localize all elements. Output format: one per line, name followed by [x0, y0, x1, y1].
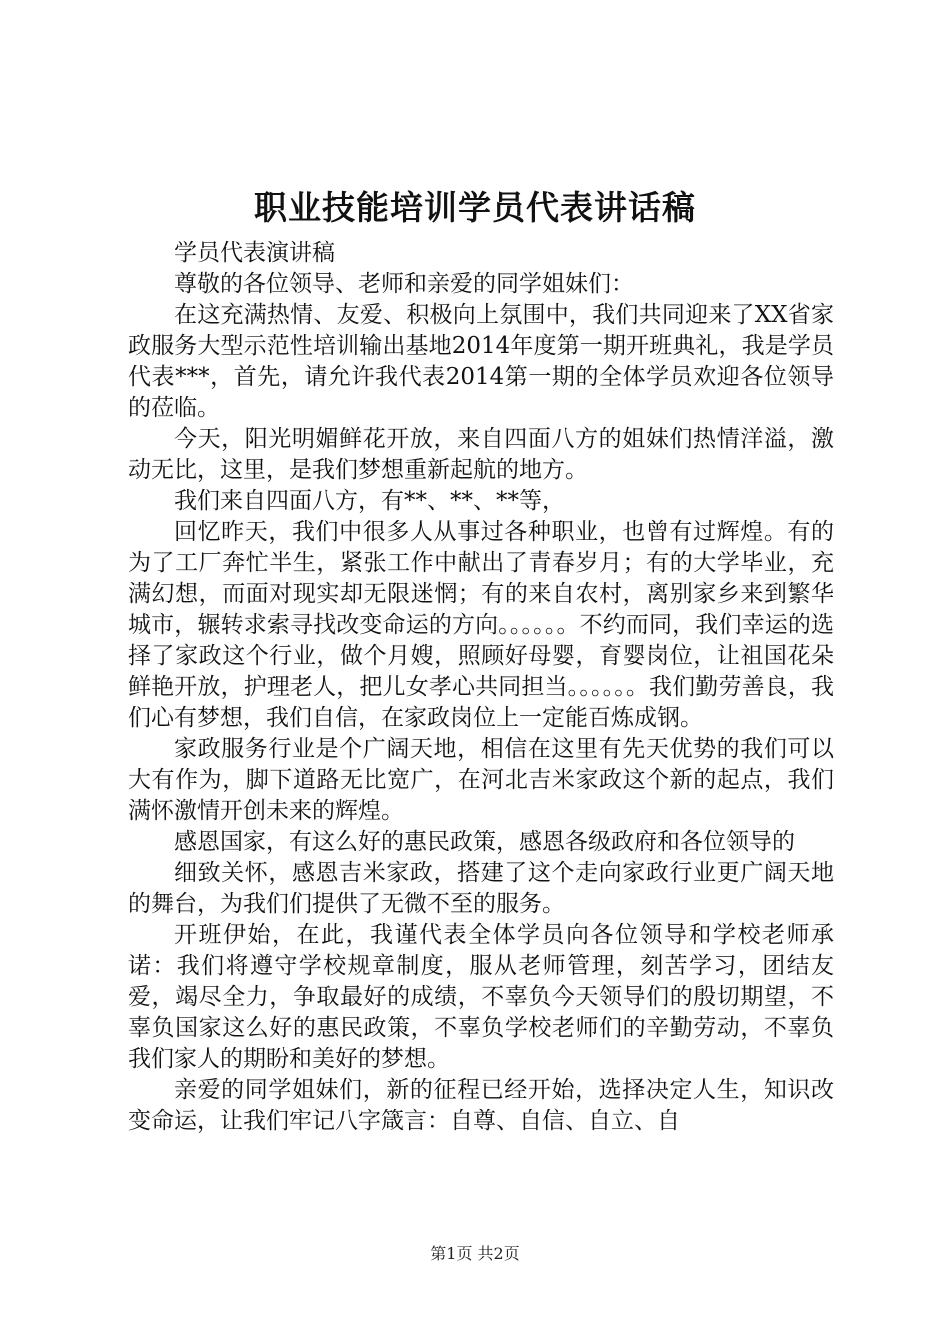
paragraph-opening: 在这充满热情、友爱、积极向上氛围中，我们共同迎来了XX省家政服务大型示范性培训输出基地2014年度第一期开班典礼，我是学员代表***，首先，请允许我代表2014第一期的全体学员欢迎各位领导的莅临。	[128, 302, 834, 421]
paragraph-today: 今天，阳光明媚鲜花开放，来自四面八方的姐妹们热情洋溢，激动无比，这里，是我们梦想重新起航的地方。	[128, 426, 834, 483]
paragraph-care: 细致关怀，感恩吉米家政，搭建了这个走向家政行业更广阔天地的舞台，为我们们提供了无微不至的服务。	[128, 860, 834, 917]
document-title: 职业技能培训学员代表讲话稿	[254, 188, 696, 227]
document-body	[128, 238, 834, 1137]
paragraph-greeting-heading: 学员代表演讲稿	[174, 240, 335, 266]
page-number-footer: 第1页 共2页	[430, 1244, 520, 1263]
paragraph-recall: 回忆昨天，我们中很多人从事过各种职业，也曾有过辉煌。有的为了工厂奔忙半生，紧张工作中献出了青春岁月；有的大学毕业，充满幻想，而面对现实却无限迷惘；有的来自农村，离别家乡来到繁华城市，辗转求索寻找改变命运的方向。。。。。。不约而同，我们幸运的选择了家政这个行业，做个月嫂，照顾好母婴，育婴岗位，让祖国花朵鲜艳开放，护理老人，把儿女孝心共同担当。。。。。。我们勤劳善良，我们心有梦想，我们自信，在家政岗位上一定能百炼成钢。	[128, 519, 834, 731]
paragraph-pledge: 开班伊始，在此，我谨代表全体学员向各位领导和学校老师承诺：我们将遵守学校规章制度，服从老师管理，刻苦学习，团结友爱，竭尽全力，争取最好的成绩，不辜负今天领导们的殷切期望，不辜负国家这么好的惠民政策，不辜负学校老师们的辛勤劳动，不辜负我们家人的期盼和美好的梦想。	[128, 922, 834, 1072]
paragraph-industry: 家政服务行业是个广阔天地，相信在这里有先天优势的我们可以大有作为，脚下道路无比宽广，在河北吉米家政这个新的起点，我们满怀激情开创未来的辉煌。	[128, 736, 834, 824]
paragraph-closing: 亲爱的同学姐妹们，新的征程已经开始，选择决定人生，知识改变命运，让我们牢记八字箴言：自尊、自信、自立、自	[128, 1077, 834, 1134]
paragraph-salutation: 尊敬的各位领导、老师和亲爱的同学姐妹们：	[174, 271, 634, 297]
paragraph-gratitude: 感恩国家，有这么好的惠民政策，感恩各级政府和各位领导的	[174, 829, 795, 855]
paragraph-origins: 我们来自四面八方，有**、**、**等，	[174, 488, 565, 514]
